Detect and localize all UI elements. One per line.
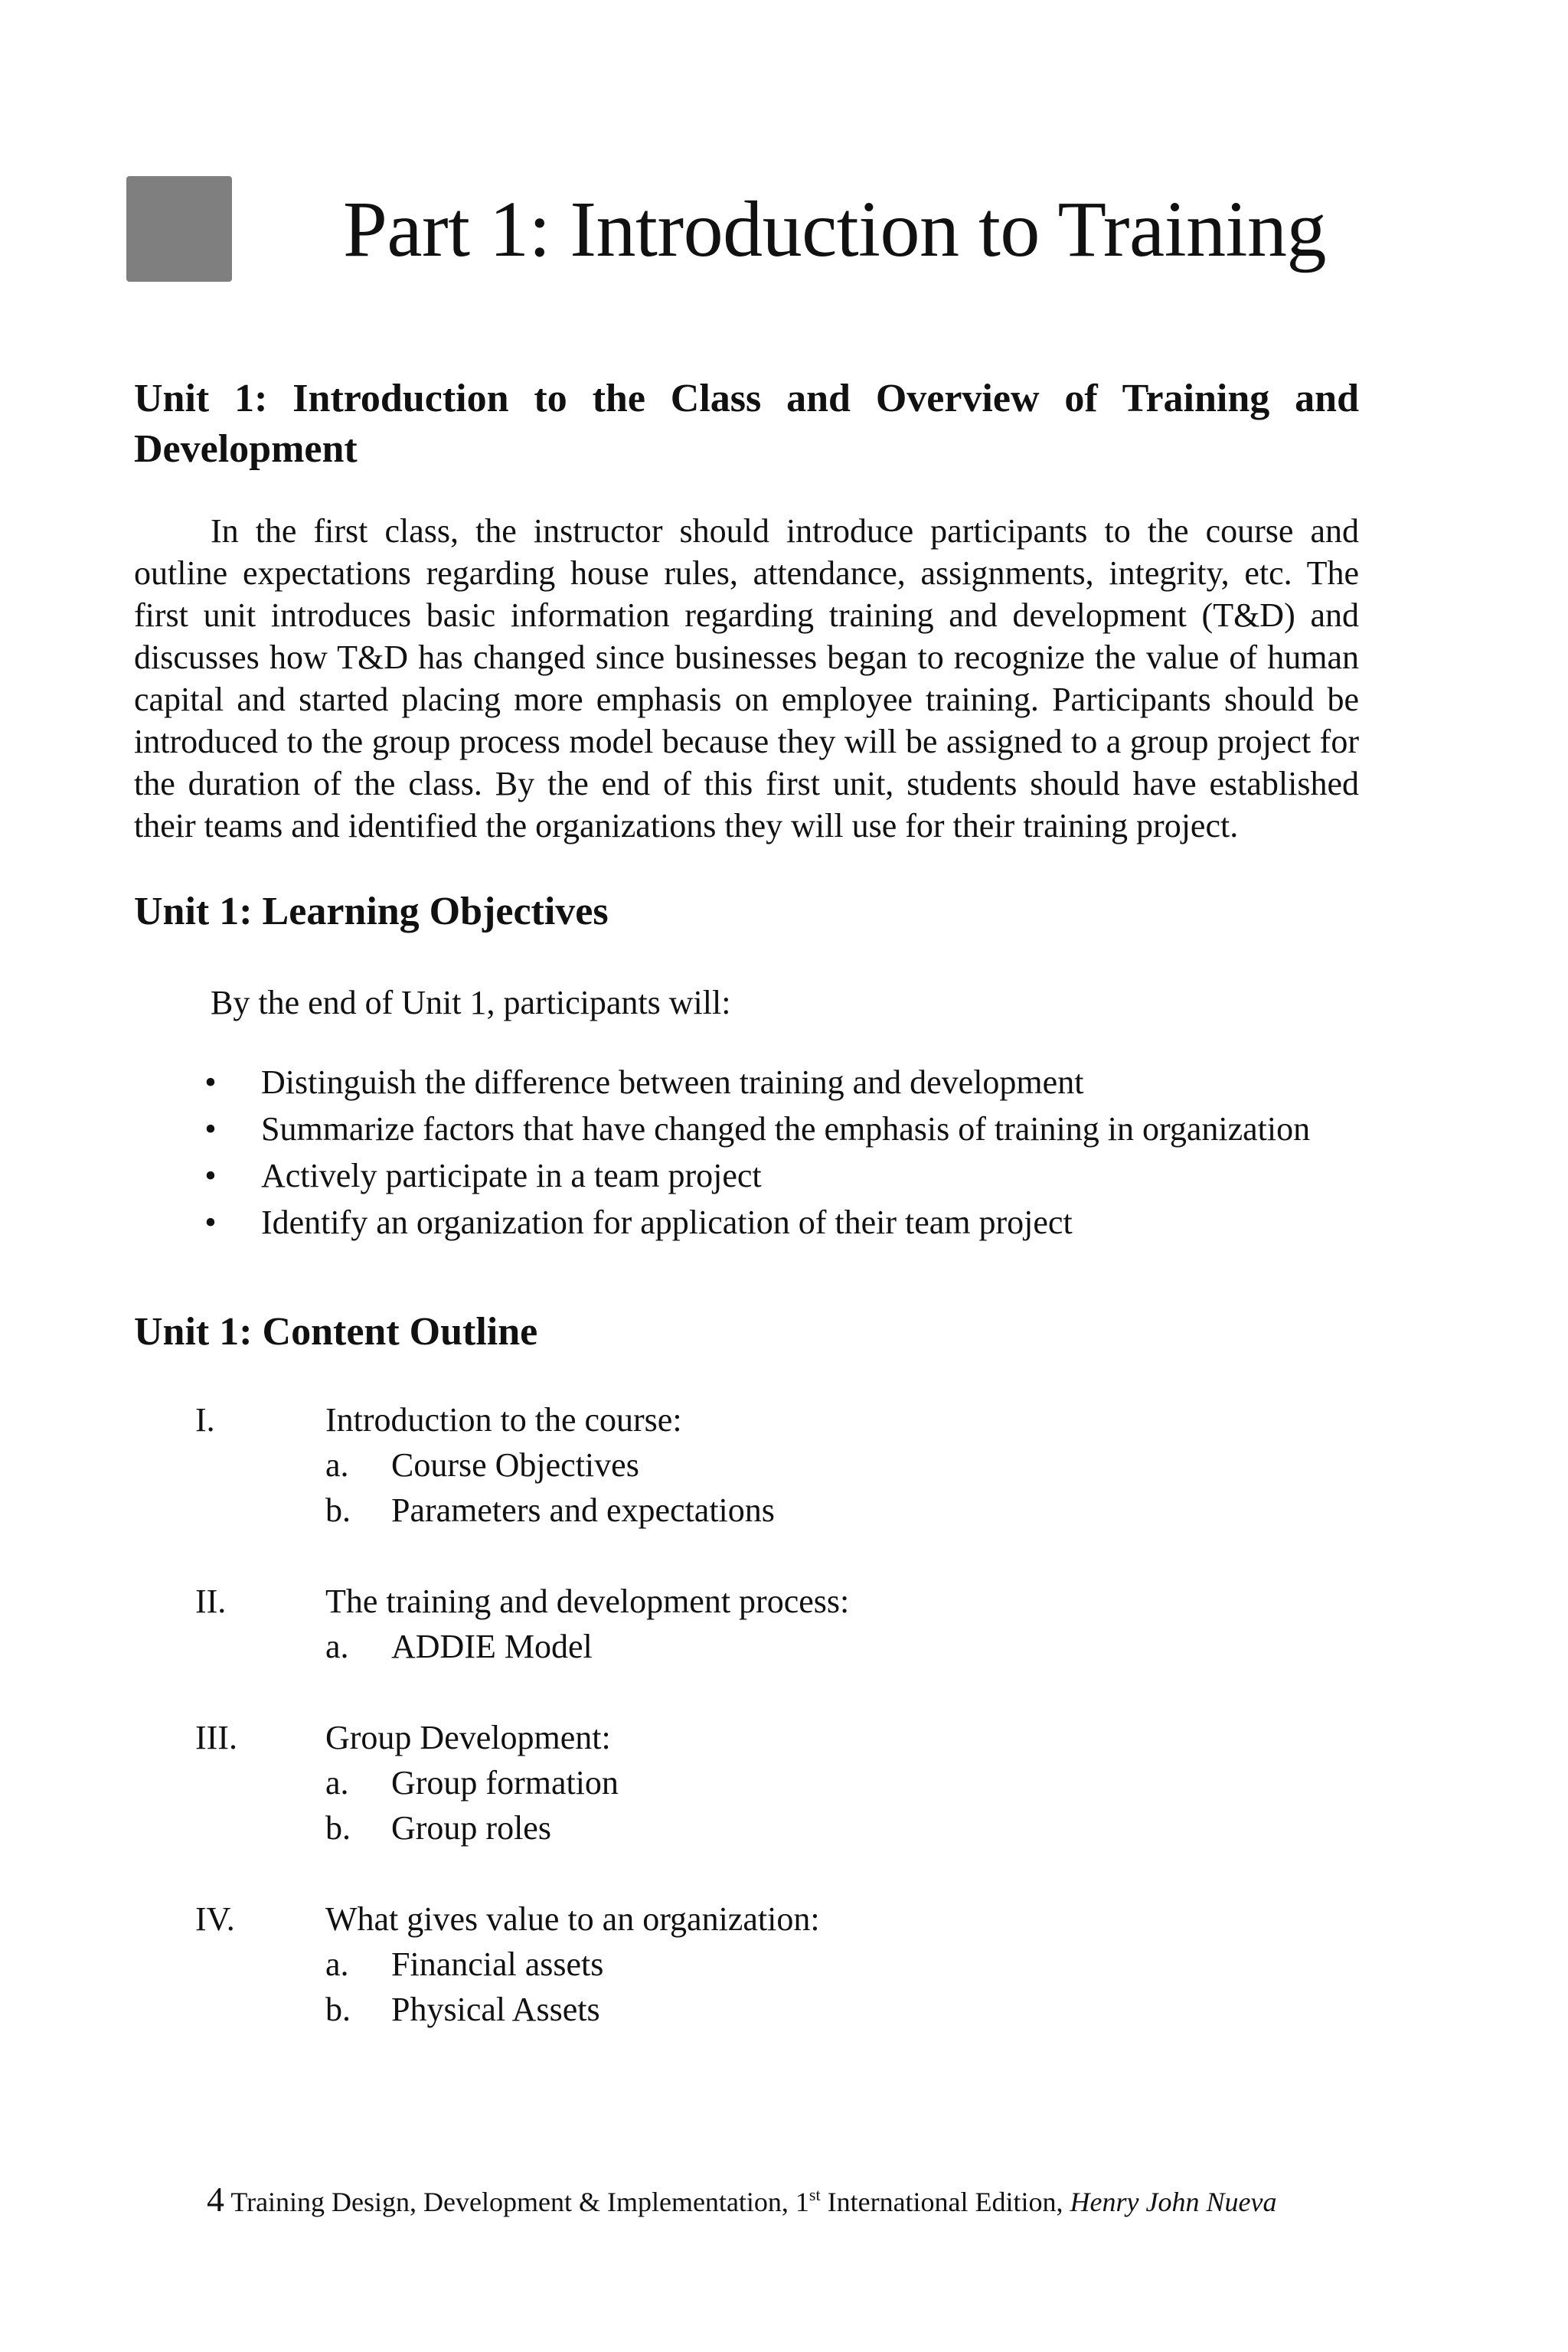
bullet-icon: • [204, 1110, 217, 1148]
footer-author: Henry John Nueva [1070, 2187, 1277, 2217]
outline-subitem [134, 1760, 1359, 1805]
objectives-list [134, 1059, 1359, 1246]
page-number: 4 [207, 2180, 224, 2219]
outline-section [134, 1579, 1359, 1669]
outline-section [134, 1715, 1359, 1851]
outline-section [134, 1896, 1359, 2032]
subitem-letter: a. [325, 1628, 349, 1665]
objective-text: Distinguish the difference between training and development [261, 1063, 1084, 1101]
outline-subitem [134, 1987, 1359, 2032]
objectives-heading: Unit 1: Learning Objectives [134, 890, 609, 933]
outline-subitem [134, 1942, 1359, 1987]
decorative-gray-square [126, 176, 232, 282]
objective-item [134, 1059, 1359, 1106]
section-title: Introduction to the course: [325, 1401, 682, 1439]
outline-subitem [134, 1805, 1359, 1851]
subitem-letter: a. [325, 1945, 349, 1983]
page-footer [207, 2180, 1386, 2221]
objective-item [134, 1199, 1359, 1246]
subitem-letter: b. [325, 1991, 351, 2028]
objectives-intro: By the end of Unit 1, participants will: [211, 984, 731, 1021]
section-numeral: IV. [195, 1900, 235, 1938]
objective-text: Summarize factors that have changed the emphasis of training in organization [261, 1110, 1311, 1148]
objective-item [134, 1106, 1359, 1152]
subitem-text: Group roles [391, 1809, 551, 1847]
content-outline [134, 1397, 1359, 2032]
section-numeral: III. [195, 1719, 237, 1756]
section-title: Group Development: [325, 1719, 611, 1756]
outline-heading: Unit 1: Content Outline [134, 1310, 538, 1354]
footer-book-title: Training Design, Development & Implementation, 1 [230, 2187, 809, 2217]
outline-section [134, 1397, 1359, 1533]
main-content [134, 374, 1359, 2078]
outline-subitem [134, 1442, 1359, 1488]
subitem-text: Physical Assets [391, 1991, 600, 2028]
section-numeral: II. [195, 1583, 227, 1620]
bullet-icon: • [204, 1063, 217, 1101]
subitem-letter: a. [325, 1446, 349, 1484]
outline-subitem [134, 1624, 1359, 1669]
bullet-icon: • [204, 1157, 217, 1194]
subitem-letter: b. [325, 1491, 351, 1529]
subitem-text: Group formation [391, 1764, 619, 1802]
objective-item [134, 1152, 1359, 1199]
subitem-letter: b. [325, 1809, 351, 1847]
outline-subitem [134, 1488, 1359, 1533]
subitem-text: ADDIE Model [391, 1628, 593, 1665]
subitem-letter: a. [325, 1764, 349, 1802]
footer-edition-superscript: st [808, 2185, 821, 2204]
subitem-text: Course Objectives [391, 1446, 639, 1484]
bullet-icon: • [204, 1204, 217, 1241]
section-numeral: I. [195, 1401, 215, 1439]
objective-text: Identify an organization for application of their team project [261, 1204, 1073, 1241]
objective-text: Actively participate in a team project [261, 1157, 762, 1194]
unit-heading: Unit 1: Introduction to the Class and Overview of Training and Development [134, 377, 1359, 471]
intro-paragraph: In the first class, the instructor should introduce participants to the course and outline expectations regarding house rules, attendance, assignments, integrity, etc. The first unit introduces basic information regarding training and development (T&D) and discusses how T&D has changed since businesses began to recognize the value of human capital and started placing more emphasis on employee training. Participants should be introduced to the group process model because they will be assigned to a group project for the duration of the class. By the end of this first unit, students should have established their teams and identified the organizations they will use for their training project. [134, 512, 1359, 844]
section-title: The training and development process: [325, 1583, 850, 1620]
subitem-text: Parameters and expectations [391, 1491, 775, 1529]
subitem-text: Financial assets [391, 1945, 604, 1983]
part-title: Part 1: Introduction to Training [343, 185, 1326, 273]
footer-edition: International Edition, [820, 2187, 1063, 2217]
section-title: What gives value to an organization: [325, 1900, 820, 1938]
